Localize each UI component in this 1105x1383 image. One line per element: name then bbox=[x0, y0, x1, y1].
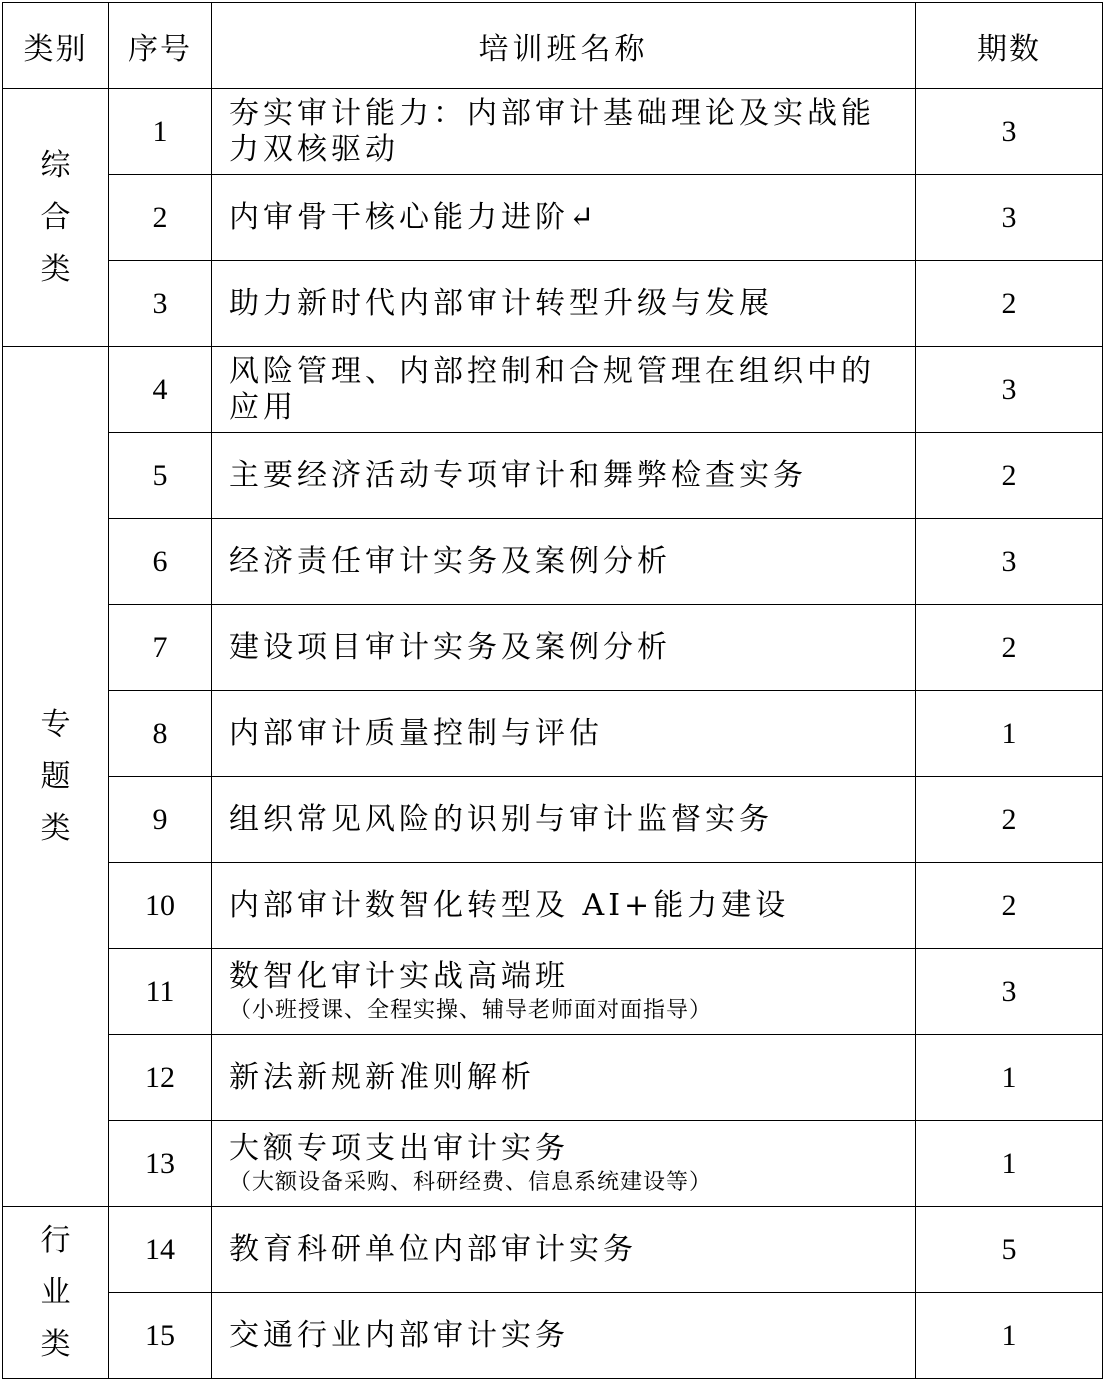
course-name-cell bbox=[212, 89, 916, 175]
table-row bbox=[3, 691, 1103, 777]
table-row bbox=[3, 1293, 1103, 1379]
table-row bbox=[3, 347, 1103, 433]
session-count: 5 bbox=[916, 1207, 1103, 1293]
course-name-cell bbox=[212, 433, 916, 519]
session-count: 3 bbox=[916, 347, 1103, 433]
row-number: 3 bbox=[109, 261, 212, 347]
category-label: 行业类 bbox=[40, 1222, 71, 1362]
course-name-cell bbox=[212, 863, 916, 949]
course-name: 经济责任审计实务及案例分析 bbox=[229, 543, 671, 579]
row-number: 5 bbox=[109, 433, 212, 519]
course-name-cell bbox=[212, 347, 916, 433]
course-name-cell bbox=[212, 777, 916, 863]
table-row bbox=[3, 949, 1103, 1035]
course-name-cell bbox=[212, 1293, 916, 1379]
header-course-name: 培训班名称 bbox=[212, 3, 916, 89]
course-name: 内审骨干核心能力进阶↵ bbox=[229, 199, 599, 235]
session-count: 1 bbox=[916, 691, 1103, 777]
course-name-cell bbox=[212, 1121, 916, 1207]
row-number: 9 bbox=[109, 777, 212, 863]
header-number: 序号 bbox=[109, 3, 212, 89]
session-count: 1 bbox=[916, 1035, 1103, 1121]
course-name: 大额专项支出审计实务 bbox=[229, 1130, 569, 1166]
course-name: 助力新时代内部审计转型升级与发展 bbox=[229, 285, 773, 321]
course-name-cell bbox=[212, 1035, 916, 1121]
session-count: 2 bbox=[916, 433, 1103, 519]
course-name: 主要经济活动专项审计和舞弊检查实务 bbox=[229, 457, 807, 493]
training-course-table bbox=[2, 2, 1103, 1379]
course-name-cell bbox=[212, 175, 916, 261]
course-name: 内部审计质量控制与评估 bbox=[229, 715, 603, 751]
table-row bbox=[3, 433, 1103, 519]
category-label: 综合类 bbox=[40, 147, 71, 287]
course-name-cell bbox=[212, 605, 916, 691]
category-cell-comprehensive bbox=[3, 89, 109, 347]
table-row bbox=[3, 863, 1103, 949]
session-count: 3 bbox=[916, 949, 1103, 1035]
course-name-cell bbox=[212, 261, 916, 347]
session-count: 3 bbox=[916, 519, 1103, 605]
row-number: 14 bbox=[109, 1207, 212, 1293]
row-number: 7 bbox=[109, 605, 212, 691]
row-number: 13 bbox=[109, 1121, 212, 1207]
course-name: 建设项目审计实务及案例分析 bbox=[229, 629, 671, 665]
course-name: 教育科研单位内部审计实务 bbox=[229, 1231, 637, 1267]
row-number: 8 bbox=[109, 691, 212, 777]
course-name-cell bbox=[212, 949, 916, 1035]
course-name: 内部审计数智化转型及 AI+能力建设 bbox=[229, 887, 790, 923]
course-name: 交通行业内部审计实务 bbox=[229, 1317, 569, 1353]
table-row bbox=[3, 519, 1103, 605]
row-number: 4 bbox=[109, 347, 212, 433]
category-label: 专题类 bbox=[40, 706, 71, 846]
course-note: （小班授课、全程实操、辅导老师面对面指导） bbox=[229, 997, 713, 1023]
session-count: 2 bbox=[916, 261, 1103, 347]
row-number: 12 bbox=[109, 1035, 212, 1121]
session-count: 3 bbox=[916, 175, 1103, 261]
course-name-cell bbox=[212, 691, 916, 777]
course-name-cell bbox=[212, 519, 916, 605]
table-header-row bbox=[3, 3, 1103, 89]
table-row bbox=[3, 261, 1103, 347]
session-count: 2 bbox=[916, 777, 1103, 863]
table-row bbox=[3, 1035, 1103, 1121]
table-row bbox=[3, 175, 1103, 261]
table-row bbox=[3, 1207, 1103, 1293]
row-number: 11 bbox=[109, 949, 212, 1035]
session-count: 2 bbox=[916, 863, 1103, 949]
table-row bbox=[3, 89, 1103, 175]
table-row bbox=[3, 777, 1103, 863]
table-row bbox=[3, 1121, 1103, 1207]
course-name: 夯实审计能力：内部审计基础理论及实战能力双核驱动 bbox=[229, 95, 875, 167]
row-number: 1 bbox=[109, 89, 212, 175]
session-count: 1 bbox=[916, 1121, 1103, 1207]
course-name: 新法新规新准则解析 bbox=[229, 1059, 535, 1095]
category-cell-industry bbox=[3, 1207, 109, 1379]
row-number: 2 bbox=[109, 175, 212, 261]
course-note: （大额设备采购、科研经费、信息系统建设等） bbox=[229, 1169, 713, 1195]
row-number: 15 bbox=[109, 1293, 212, 1379]
category-cell-special-topic bbox=[3, 347, 109, 1207]
table-row bbox=[3, 605, 1103, 691]
course-name-cell bbox=[212, 1207, 916, 1293]
session-count: 1 bbox=[916, 1293, 1103, 1379]
session-count: 2 bbox=[916, 605, 1103, 691]
course-name: 组织常见风险的识别与审计监督实务 bbox=[229, 801, 773, 837]
session-count: 3 bbox=[916, 89, 1103, 175]
row-number: 6 bbox=[109, 519, 212, 605]
header-category: 类别 bbox=[3, 3, 109, 89]
course-name: 风险管理、内部控制和合规管理在组织中的应用 bbox=[229, 353, 875, 425]
header-session-count: 期数 bbox=[916, 3, 1103, 89]
row-number: 10 bbox=[109, 863, 212, 949]
course-name: 数智化审计实战高端班 bbox=[229, 958, 569, 994]
